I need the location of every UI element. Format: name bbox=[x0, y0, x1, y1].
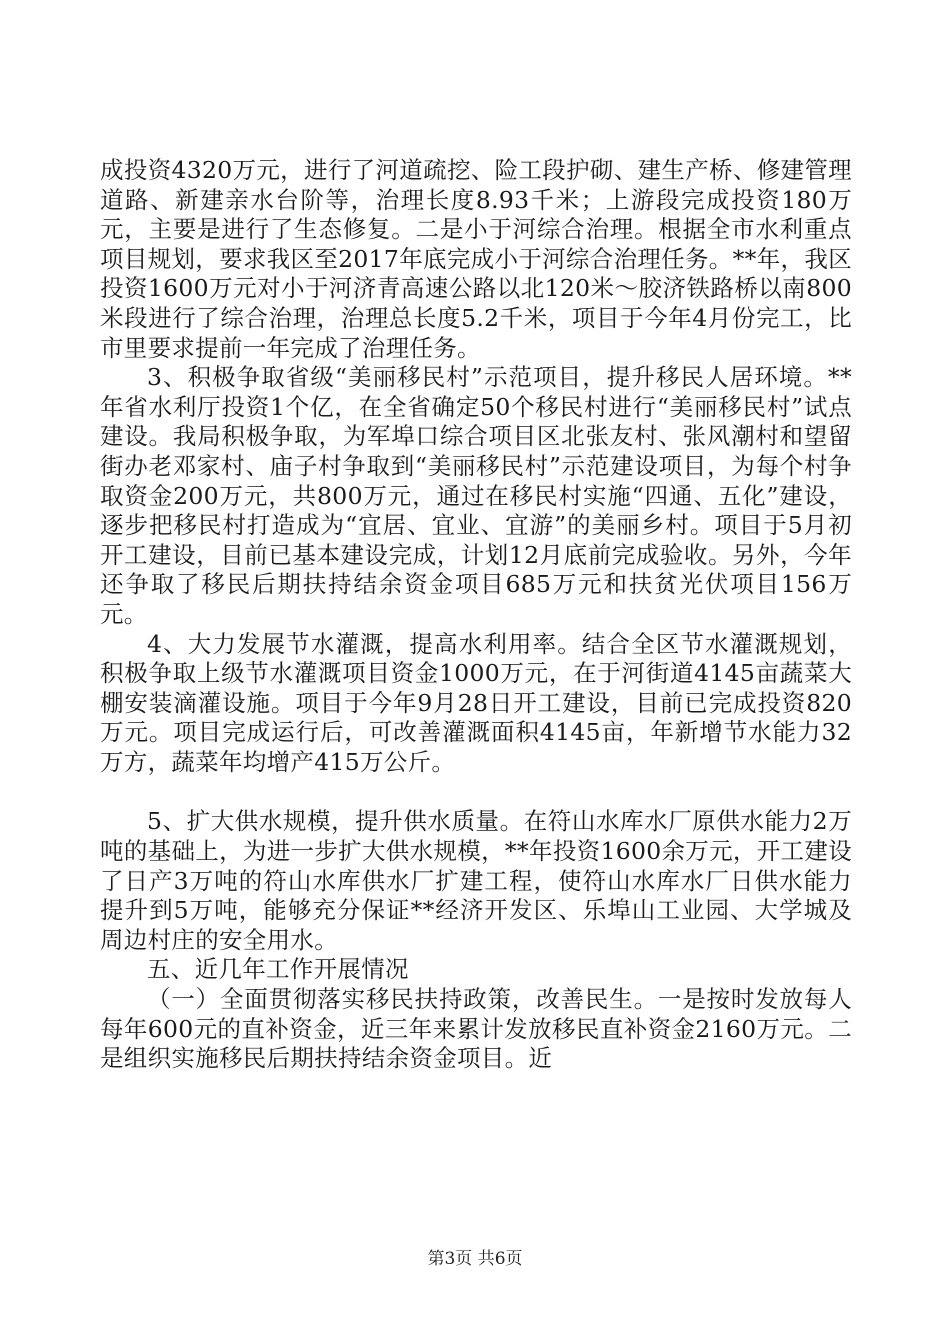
section-heading: 五、近几年工作开展情况 bbox=[147, 955, 409, 984]
paragraph-item-5: 5、扩大供水规模，提升供水质量。在符山水库水厂原供水能力2万吨的基础上，为进一步扩大供水规模，**年投资1600余万元，开工建设了日产3万吨的符山水库供水厂扩建工程，使符山水库水厂日供水能力提升到5万吨，能够充分保证**经济开发区、乐埠山工业园、大学城及周边村庄的安全用水。 bbox=[100, 807, 852, 954]
paragraph-continuation: 成投资4320万元，进行了河道疏挖、险工段护砌、建生产桥、修建管理道路、新建亲水台阶等，治理长度8.93千米；上游段完成投资180万元，主要是进行了生态修复。二是小于河综合治理。根据全市水利重点项目规划，要求我区至2017年底完成小于河综合治理任务。**年，我区投资1600万元对小于河济青高速公路以北120米～胶济铁路桥以南800米段进行了综合治理，治理总长度5.2千米，项目于今年4月份完工，比市里要求提前一年完成了治理任务。 bbox=[100, 156, 852, 362]
paragraph-spacer bbox=[100, 777, 852, 807]
paragraph-subsection-1: （一）全面贯彻落实移民扶持政策，改善民生。一是按时发放每人每年600元的直补资金，近三年来累计发放移民直补资金2160万元。二是组织实施移民后期扶持结余资金项目。近 bbox=[100, 985, 852, 1073]
page-number-footer: 第3页 共6页 bbox=[427, 1249, 523, 1269]
paragraph-item-3: 3、积极争取省级“美丽移民村”示范项目，提升移民人居环境。**年省水利厅投资1个亿，在全省确定50个移民村进行“美丽移民村”试点建设。我局积极争取，为军埠口综合项目区北张友村、张风潮村和望留街办老邓家村、庙子村争取到“美丽移民村”示范建设项目，为每个村争取资金200万元，共800万元，通过在移民村实施“四通、五化”建设，逐步把移民村打造成为“宜居、宜业、宜游”的美丽乡村。项目于5月初开工建设，目前已基本建设完成，计划12月底前完成验收。另外，今年还争取了移民后期扶持结余资金项目685万元和扶贫光伏项目156万元。 bbox=[100, 363, 852, 628]
paragraph-item-4: 4、大力发展节水灌溉，提高水利用率。结合全区节水灌溉规划，积极争取上级节水灌溉项目资金1000万元，在于河街道4145亩蔬菜大棚安装滴灌设施。项目于今年9月28日开工建设，目前已完成投资820万元。项目完成运行后，可改善灌溉面积4145亩，年新增节水能力32万方，蔬菜年均增产415万公斤。 bbox=[100, 629, 852, 776]
document-body bbox=[100, 156, 852, 1074]
